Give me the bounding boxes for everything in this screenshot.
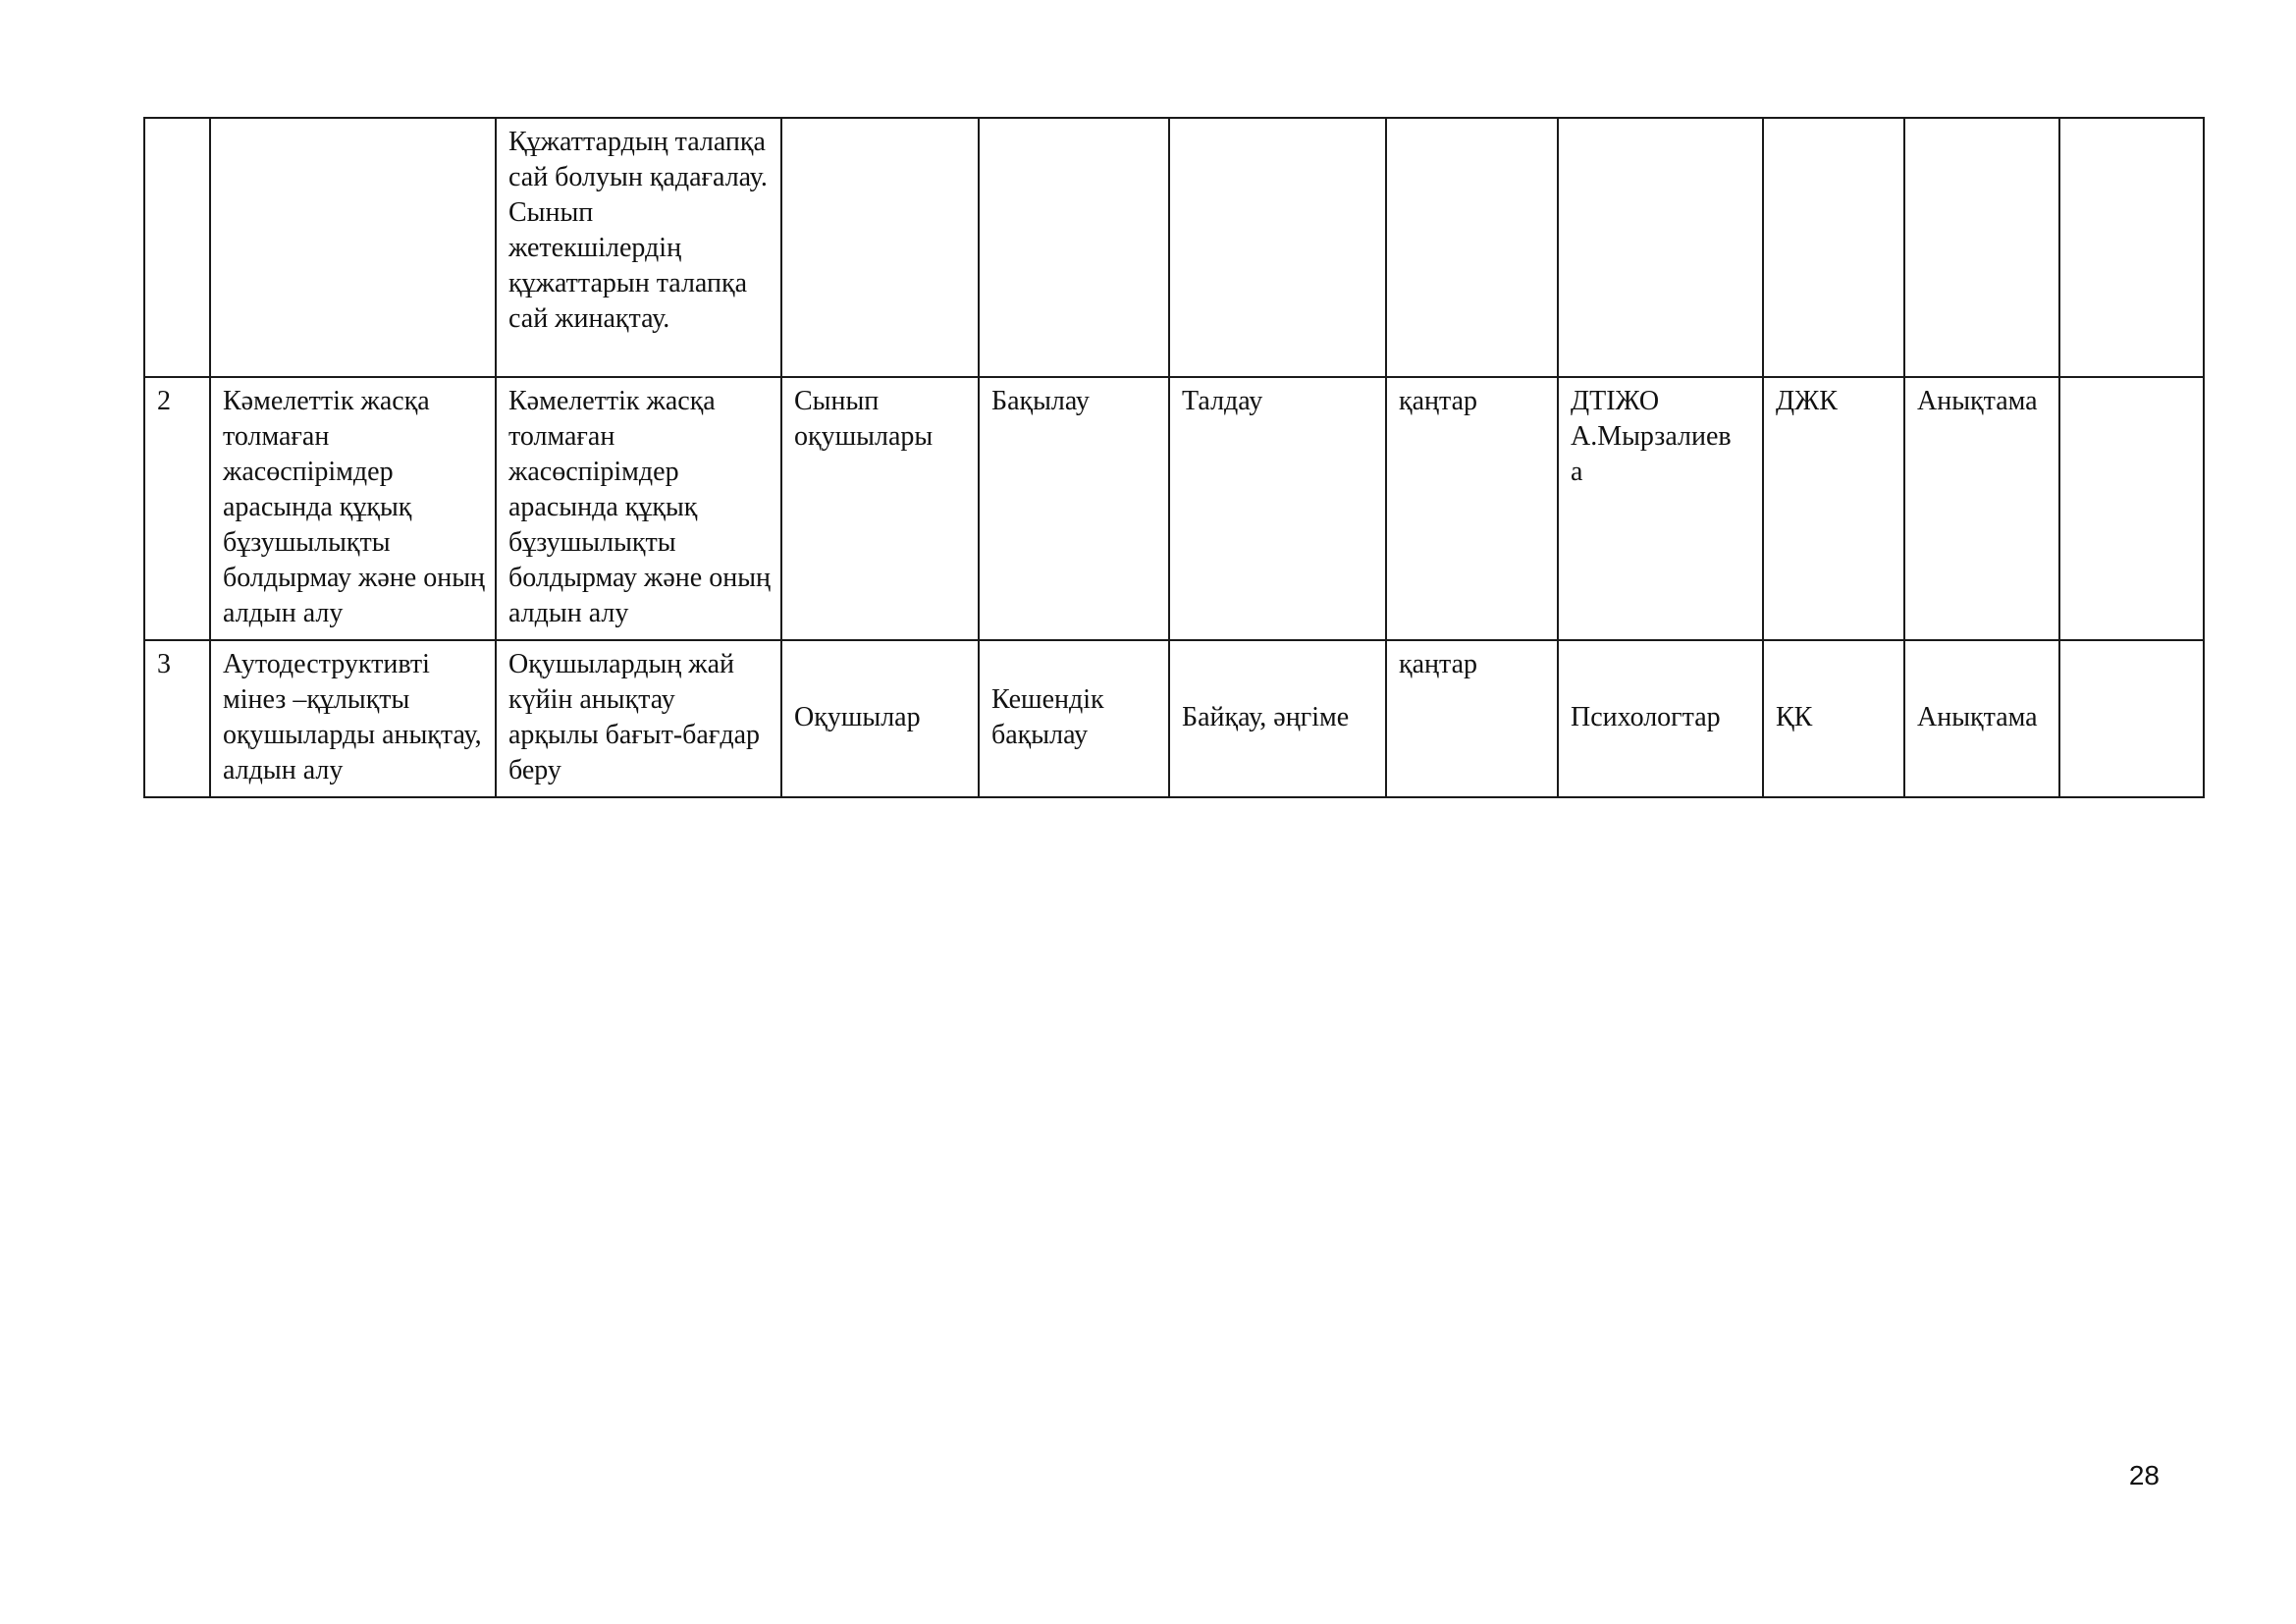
cell-result: Анықтама: [1904, 377, 2059, 640]
cell-method: Байқау, әңгіме: [1169, 640, 1386, 797]
cell-goal: Кәмелеттік жасқа толмаған жасөспірімдер арасында құқық бұзушылықты болдырмау және оның алдын алу: [496, 377, 781, 640]
table-row: [144, 377, 2204, 640]
control-plan-table: [143, 117, 2205, 798]
cell-number: [144, 118, 210, 377]
cell-number: 3: [144, 640, 210, 797]
cell-result: [1904, 118, 2059, 377]
page-number: 28: [2128, 1460, 2160, 1490]
cell-review-place: [1763, 118, 1904, 377]
cell-review-place: ДЖК: [1763, 377, 1904, 640]
cell-date: қаңтар: [1386, 640, 1558, 797]
cell-note: [2059, 377, 2204, 640]
cell-goal: Оқушылардың жай күйін анықтау арқылы бағыт-бағдар беру: [496, 640, 781, 797]
cell-number: 2: [144, 377, 210, 640]
cell-date: қаңтар: [1386, 377, 1558, 640]
cell-date: [1386, 118, 1558, 377]
cell-control-type: Кешендік бақылау: [979, 640, 1169, 797]
cell-topic: [210, 118, 496, 377]
cell-goal: Құжаттардың талапқа сай болуын қадағалау. Сынып жетекшілердің құжаттарын талапқа сай жинақтау.: [496, 118, 781, 377]
cell-object: Оқушылар: [781, 640, 979, 797]
cell-review-place: ҚК: [1763, 640, 1904, 797]
table-row: [144, 118, 2204, 377]
cell-topic: Кәмелеттік жасқа толмаған жасөспірімдер арасында құқық бұзушылықты болдырмау және оның алдын алу: [210, 377, 496, 640]
cell-responsible: ДТІЖО А.Мырзалиев а: [1558, 377, 1763, 640]
cell-note: [2059, 640, 2204, 797]
cell-result: Анықтама: [1904, 640, 2059, 797]
cell-control-type: [979, 118, 1169, 377]
table-row: [144, 640, 2204, 797]
cell-responsible: Психологтар: [1558, 640, 1763, 797]
cell-responsible: [1558, 118, 1763, 377]
cell-method: Талдау: [1169, 377, 1386, 640]
cell-method: [1169, 118, 1386, 377]
cell-topic: Аутодеструктивті мінез –құлықты оқушыларды анықтау, алдын алу: [210, 640, 496, 797]
cell-note: [2059, 118, 2204, 377]
cell-control-type: Бақылау: [979, 377, 1169, 640]
cell-object: [781, 118, 979, 377]
cell-object: Сынып оқушылары: [781, 377, 979, 640]
